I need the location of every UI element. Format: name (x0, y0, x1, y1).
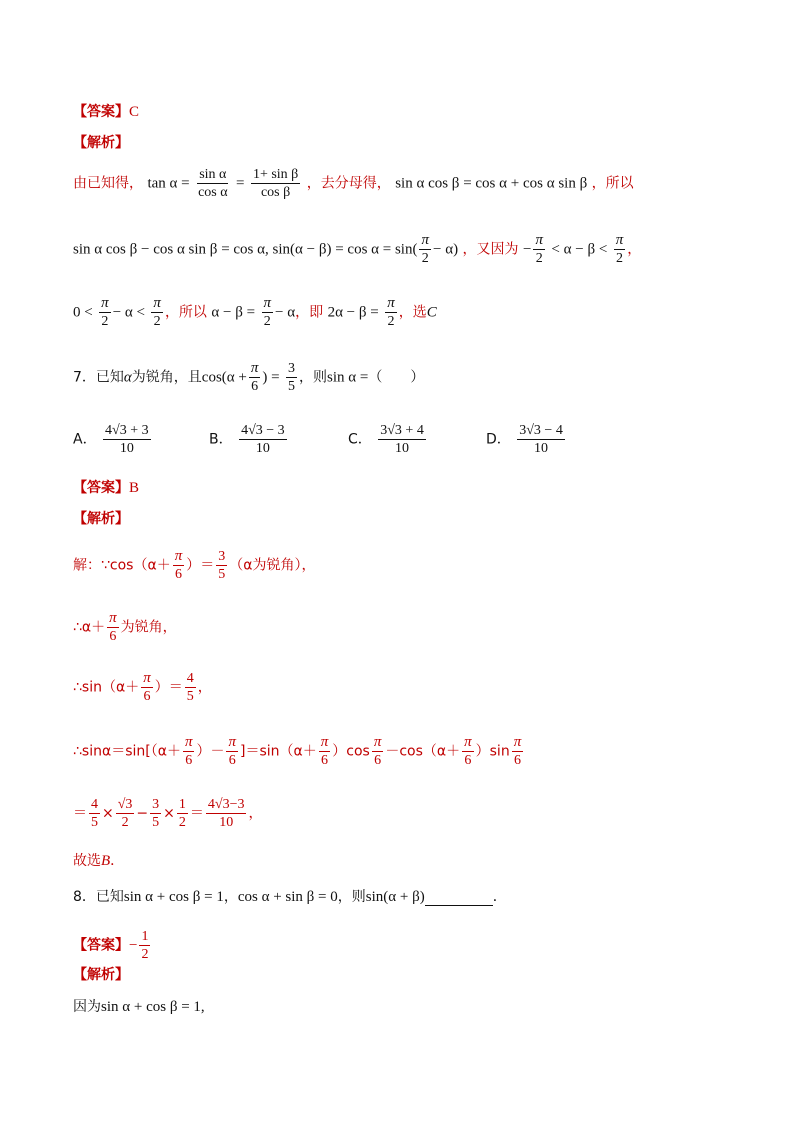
fraction: $\frac{3}{5}$ (152, 797, 160, 830)
q6-analysis-label: 【解析】 (73, 135, 129, 151)
text: ，去分母得， (306, 175, 391, 192)
fraction: $\frac{1}{2}$ (178, 797, 186, 830)
fraction: $\frac{\pi}{2}$ (421, 232, 429, 266)
fraction: $\frac{3√3 - 4}{10}$ (519, 423, 563, 456)
option-c: C． $\frac{3√3 + 4}{10}$ (348, 423, 424, 456)
q7-step-1: 解：∵cos（α＋ $\frac{\pi}{6}$ ）＝ $\frac{3}{5}$ （α为锐角）， (73, 548, 316, 582)
q7-conclusion: 故选B． (73, 853, 125, 869)
fraction: $\frac{\pi}{2}$ (101, 295, 109, 329)
fraction: $\frac{\pi}{6}$ (184, 734, 193, 768)
q7-answer: B (129, 480, 140, 496)
fraction: $\frac{\pi}{6}$ (250, 360, 259, 394)
fraction: $\frac{\pi}{6}$ (464, 734, 472, 768)
fraction: $\frac{√3}{2}$ (117, 797, 133, 830)
fraction: $\frac{4√3 - 3}{10}$ (241, 423, 285, 456)
fraction: $\frac{\pi}{2}$ (535, 232, 543, 266)
fraction: $\frac{\pi}{2}$ (387, 295, 395, 329)
fraction: $\frac{\pi}{2}$ (615, 232, 624, 266)
fraction: $\frac{1}{2}$ (141, 929, 149, 962)
math: tan α = (147, 175, 190, 192)
fraction: $\frac{\pi}{6}$ (513, 734, 522, 768)
q7-step-2: ∴α＋ $\frac{\pi}{6}$ 为锐角， (73, 610, 177, 644)
fraction: $\frac{3}{5}$ (218, 549, 226, 582)
q7-analysis-label: 【解析】 (73, 511, 129, 527)
math: sin α cos β = cos α + cos α sin β (395, 175, 588, 192)
text: ，所以 (591, 175, 634, 192)
fraction: $\frac{4√3-3}{10}$ (207, 797, 245, 830)
fraction: $\frac{4}{5}$ (91, 797, 98, 830)
answer-label: 【答案】 (73, 104, 129, 120)
fraction: $\frac{3}{5}$ (288, 361, 296, 394)
q8-stem: 8．已知sin α + cos β = 1，cos α + sin β = 0，则sin(α + β) ． (73, 889, 507, 905)
q6-answer: C (129, 104, 140, 120)
fraction: $\frac{\pi}{2}$ (263, 295, 272, 329)
fraction: $\frac{\pi}{6}$ (320, 734, 329, 768)
q8-analysis-label: 【解析】 (73, 967, 129, 983)
fraction: $\frac{\text{1+ sin β}}{\text{cos β}}$ (252, 167, 299, 200)
fraction: $\frac{\pi}{6}$ (143, 670, 151, 704)
q7-step-4: ∴sinα＝sin[（α＋ $\frac{\pi}{6}$ ）－ $\frac{\pi}{6}$ ]＝sin（α＋ $\frac{\pi}{6}$ ）cos $\frac{\pi}{6}$ －cos（α＋ $\frac{\pi}{6}$ ）sin $\frac{\pi}{6}$ (73, 734, 522, 768)
q6-solution-line-3: 0 < $\frac{\pi}{2}$ − α < $\frac{\pi}{2}$ ，所以 α − β = $\frac{\pi}{2}$ − α，即 2α − β = $\frac{\pi}{2}$ ，选C (73, 295, 437, 329)
q7-step-5: ＝ $\frac{4}{5}$ × $\frac{√3}{2}$ − $\frac{3}{5}$ × $\frac{1}{2}$ ＝ $\frac{4√3-3}{10}$ ， (73, 797, 263, 830)
fraction: $\frac{\text{sin α}}{\text{cos α}}$ (198, 167, 228, 200)
answer-blank (425, 891, 493, 906)
text: 由已知得， (73, 175, 143, 192)
q8-answer-line: 【答案】− $\frac{1}{2}$ (73, 929, 149, 962)
fraction: $\frac{\pi}{6}$ (373, 734, 382, 768)
q7-answer-line: 【答案】B (73, 480, 140, 496)
fraction: $\frac{4√3 + 3}{10}$ (105, 423, 149, 456)
fraction: $\frac{3√3 + 4}{10}$ (380, 423, 424, 456)
q6-solution-line-2: sin α cos β − cos α sin β = cos α, sin(α − β) = cos α = sin( $\frac{\pi}{2}$ − α) ，又因为 − $\frac{\pi}{2}$ < α − β < $\frac{\pi}{2}$ ， (73, 232, 642, 266)
option-d: D． $\frac{3√3 - 4}{10}$ (486, 423, 563, 456)
q8-step-1: 因为sin α + cos β = 1, (73, 999, 205, 1015)
fraction: $\frac{\pi}{6}$ (109, 610, 117, 644)
fraction: $\frac{\pi}{6}$ (228, 734, 236, 768)
math: sin α cos β − cos α sin β = cos α, sin(α − β) = cos α = sin( (73, 241, 418, 258)
text: ，又因为 (462, 241, 519, 258)
option-a: A． $\frac{4√3 + 3}{10}$ (73, 423, 149, 456)
q7-stem: 7．已知α为锐角，且cos(α + $\frac{\pi}{6}$ ) = $\frac{3}{5}$ ，则sin α =（ ） (73, 360, 425, 394)
option-b: B． $\frac{4√3 - 3}{10}$ (209, 423, 285, 456)
q7-step-3: ∴sin（α＋ $\frac{\pi}{6}$ ）＝ $\frac{4}{5}$ ， (73, 670, 212, 704)
fraction: $\frac{4}{5}$ (186, 671, 194, 704)
q6-solution-line-1: 由已知得， tan α = $\frac{\text{sin α}}{\text{cos α}}$ = $\frac{\text{1+ sin β}}{\text{cos β}}$ ，去分母得， sin α cos β = cos α + cos α sin β ，所以 (73, 167, 634, 200)
fraction: $\frac{\pi}{2}$ (153, 295, 161, 329)
q6-answer-line (73, 101, 139, 121)
fraction: $\frac{\pi}{6}$ (174, 548, 183, 582)
